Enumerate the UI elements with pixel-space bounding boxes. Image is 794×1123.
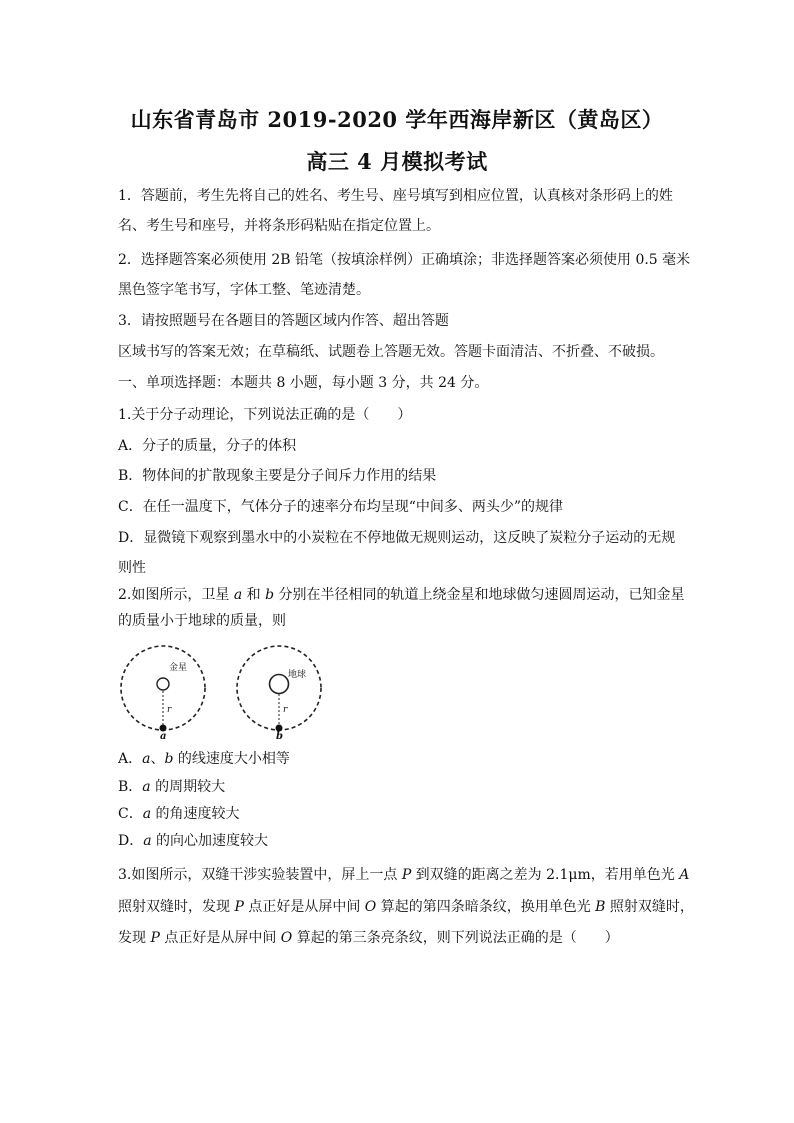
q2-stem-text: 和 — [242, 587, 266, 603]
q1-option-d-cont: 则性 — [118, 560, 146, 576]
option-text: C． — [118, 806, 143, 822]
path-difference-value: 2.1μm — [546, 867, 591, 883]
q2-stem-line1 — [118, 585, 685, 605]
q3-text: 照射双缝时，发现 — [118, 899, 235, 915]
q3-text: 点正好是从屏中间 — [159, 930, 281, 946]
instruction-line: 2．选择题答案必须使用 2B 铅笔（按填涂样例）正确填涂；非选择题答案必须使用 0.5 毫米 — [118, 252, 691, 268]
q3-text: 算起的第三条亮条纹，则下列说法正确的是（ ） — [292, 930, 619, 946]
option-text: A． — [118, 751, 143, 767]
light-a: A — [679, 867, 690, 883]
point-p: P — [401, 867, 412, 883]
point-p: P — [150, 930, 160, 946]
var-a: a — [142, 806, 152, 822]
var-b: b — [164, 751, 174, 767]
q3-text: 到双缝的距离之差为 — [411, 867, 547, 883]
q2-stem-text: 2.如图所示，卫星 — [118, 587, 234, 603]
instruction-line: 3．请按照题号在各题目的答题区域内作答、超出答题 — [118, 313, 449, 329]
earth-label: 地球 — [288, 670, 307, 680]
q3-text: 照射双缝时， — [605, 899, 694, 915]
q2-option-a — [118, 749, 678, 769]
option-text: B． — [118, 779, 143, 795]
instruction-line: 名、考生号和座号，并将条形码粘贴在指定位置上。 — [118, 218, 440, 234]
page-title-line1: 山东省青岛市 2019-2020 学年西海岸新区（黄岛区） — [130, 107, 664, 132]
q3-line3 — [118, 928, 678, 948]
q1-option-a: A．分子的质量，分子的体积 — [118, 438, 297, 454]
venus-label: 金星 — [169, 663, 188, 673]
var-a: a — [143, 833, 152, 849]
light-b: B — [595, 899, 606, 915]
page-title-line2: 高三 4 月模拟考试 — [306, 149, 488, 174]
option-text: 的周期较大 — [150, 779, 226, 795]
instruction-line: 区域书写的答案无效；在草稿纸、试题卷上答题无效。答题卡面清洁、不折叠、不破损。 — [118, 344, 664, 360]
q3-text: 发现 — [118, 930, 151, 946]
option-text: D． — [118, 833, 144, 849]
q1-option-c: C．在任一温度下，气体分子的速率分布均呈现“中间多、两头少”的规律 — [118, 499, 564, 515]
point-o: O — [280, 930, 293, 946]
earth-orbit-diagram — [237, 646, 321, 740]
radius-label: r — [283, 705, 288, 715]
orbit-figure — [116, 640, 336, 740]
q1-option-d: D．显微镜下观察到墨水中的小炭粒在不停地做无规则运动，这反映了炭粒分子运动的无规 — [118, 530, 676, 546]
radius-label: r — [167, 705, 172, 715]
instruction-line: 黑色签字笔书写，字体工整、笔迹清楚。 — [118, 282, 370, 298]
instruction-line: 1．答题前，考生先将自己的姓名、考生号、座号填写到相应位置，认真核对条形码上的姓 — [118, 188, 673, 204]
q2-option-c — [118, 804, 678, 824]
satellite-b-label: b — [276, 731, 283, 740]
q2-option-b — [118, 777, 678, 797]
q2-var-b: b — [265, 587, 275, 603]
earth-planet — [270, 675, 289, 694]
option-text: 的线速度大小相等 — [173, 751, 290, 767]
satellite-a-label: a — [160, 731, 167, 740]
q1-stem: 1.关于分子动理论，下列说法正确的是（ ） — [118, 407, 412, 423]
section-title: 一、单项选择题：本题共 8 小题，每小题 3 分，共 24 分。 — [118, 375, 489, 391]
q3-text: 算起的第四条暗条纹，换用单色光 — [376, 899, 596, 915]
q3-text: ，若用单色光 — [590, 867, 680, 883]
point-p: P — [234, 899, 244, 915]
q3-text: 点正好是从屏中间 — [243, 899, 365, 915]
q3-line2 — [118, 897, 694, 917]
q2-stem-line2: 的质量小于地球的质量，则 — [118, 613, 286, 629]
option-text: 的向心加速度较大 — [151, 833, 269, 849]
q3-line1 — [118, 865, 690, 885]
var-a: a — [142, 751, 151, 767]
option-text: 的角速度较大 — [151, 806, 240, 822]
point-o: O — [364, 899, 377, 915]
var-a: a — [142, 779, 151, 795]
option-text: 、 — [150, 751, 165, 767]
venus-planet — [157, 678, 169, 690]
q1-option-b: B．物体间的扩散现象主要是分子间斥力作用的结果 — [118, 468, 437, 484]
venus-orbit-diagram — [121, 646, 205, 740]
q2-option-d — [118, 831, 678, 851]
q3-text: 3.如图所示，双缝干涉实验装置中，屏上一点 — [118, 867, 402, 883]
q2-var-a: a — [233, 587, 243, 603]
q2-stem-text: 分别在半径相同的轨道上绕金星和地球做匀速圆周运动，已知金星 — [274, 587, 685, 603]
